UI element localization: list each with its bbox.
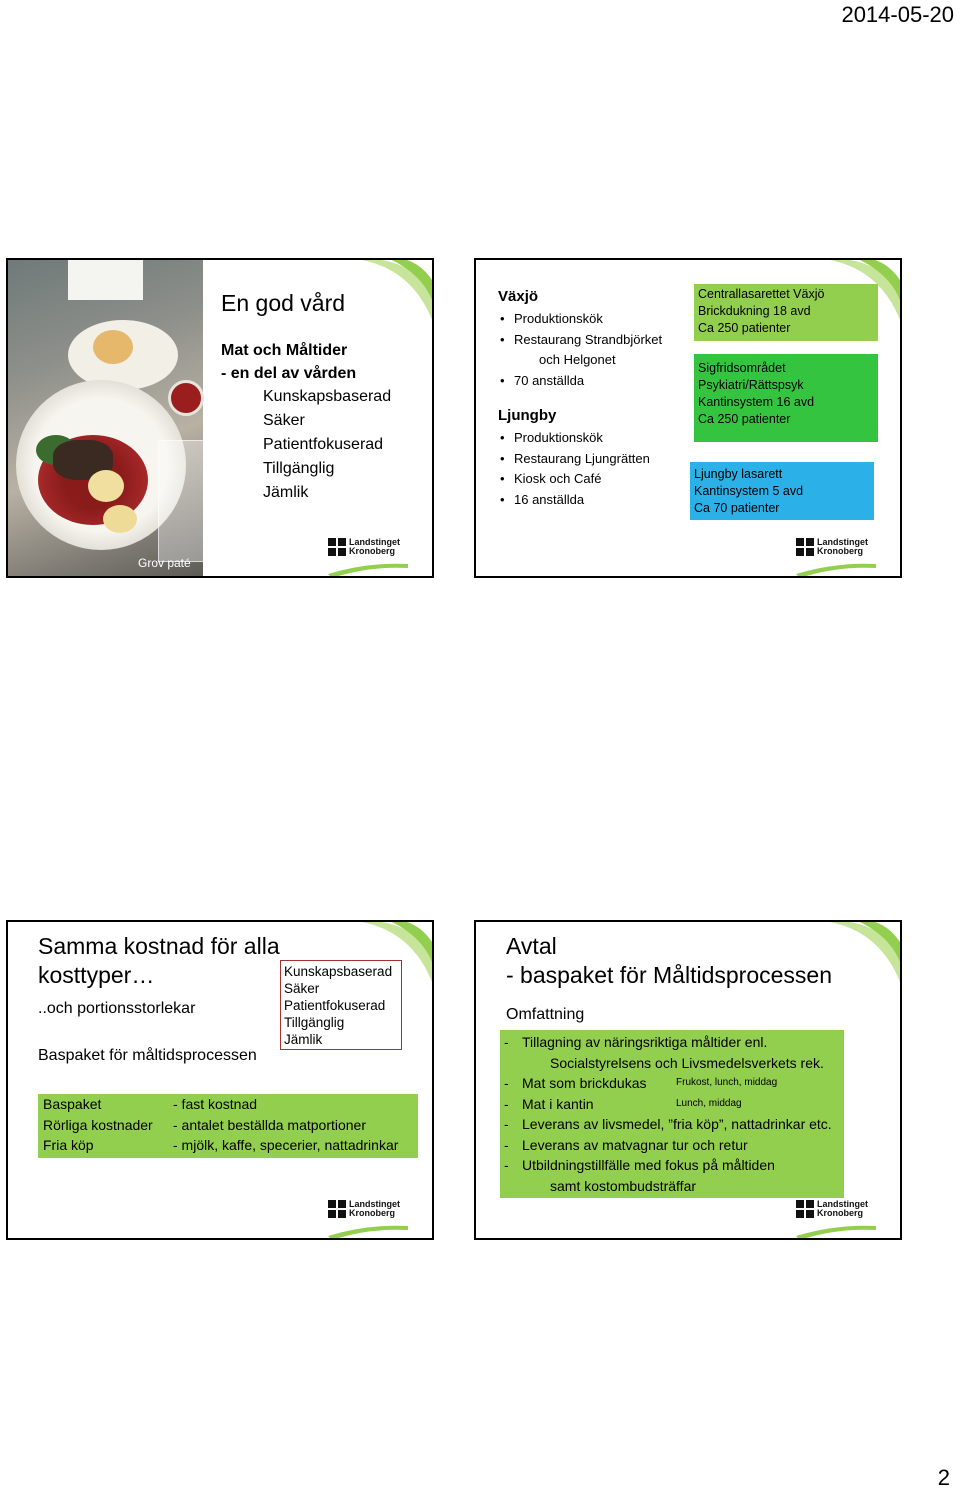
bread-roll	[93, 330, 133, 364]
quality-item: Patientfokuserad	[263, 436, 384, 453]
quality-item: Kunskapsbaserad	[263, 388, 392, 405]
list-item: och Helgonet	[539, 352, 616, 367]
food-photo	[8, 260, 203, 576]
menu-card	[68, 260, 143, 300]
list-item: - Mat i kantin Lunch, middag	[504, 1095, 742, 1112]
list-item: • Produktionskök	[500, 430, 603, 445]
subtitle-line: - en del av vården	[221, 365, 357, 382]
document-date: 2014-05-20	[841, 2, 954, 27]
slide-en-god-vard	[6, 258, 434, 578]
slide-title: Avtal - baspaket för Måltidsprocessen	[506, 933, 832, 988]
cost-table	[38, 1094, 418, 1158]
list-item: • Kiosk och Café	[500, 471, 602, 486]
slide-samma-kostnad	[6, 920, 434, 1240]
table-row: Baspaket - fast kostnad	[43, 1096, 258, 1112]
list-item: - Leverans av matvagnar tur och retur	[504, 1136, 748, 1153]
sauce-cup	[168, 380, 204, 416]
page-number: 2	[937, 1465, 950, 1490]
logo-swoosh-icon	[796, 560, 876, 578]
list-item: Socialstyrelsens och Livsmedelsverkets rek.	[550, 1054, 824, 1071]
list-item: • 70 anställda	[500, 372, 585, 388]
list-item: - Mat som brickdukas Frukost, lunch, middag	[504, 1075, 778, 1091]
slide-title: Samma kostnad för alla kosttyper…	[38, 933, 280, 988]
list-item: - Tillagning av näringsriktiga måltider enl.	[504, 1034, 768, 1050]
landstinget-logo: Landstinget Kronoberg	[328, 538, 400, 556]
photo-caption: Grov paté	[138, 556, 191, 570]
agreement-list	[504, 1032, 832, 1196]
ljungby-lasarett-box: Ljungby lasarett Kantinsystem 5 avd Ca 70 patienter	[690, 462, 874, 520]
quality-item: Tillgänglig	[263, 460, 335, 477]
subtitle: ..och portionsstorlekar	[38, 1000, 196, 1017]
omfattning-heading: Omfattning	[506, 1006, 585, 1023]
landstinget-logo: Landstinget Kronoberg	[328, 1200, 400, 1218]
table-row: Fria köp - mjölk, kaffe, specerier, nattadrinkar	[43, 1137, 399, 1153]
logo-swoosh-icon	[328, 560, 408, 578]
slide-title: En god vård	[221, 290, 346, 316]
ljungby-heading: Ljungby	[498, 407, 557, 424]
vaxjo-heading: Växjö	[498, 288, 539, 305]
list-item: - Leverans av livsmedel, ”fria köp”, nattadrinkar etc.	[504, 1116, 832, 1132]
landstinget-logo: Landstinget Kronoberg	[796, 1200, 868, 1218]
drinking-glass	[158, 440, 205, 562]
slide-avtal	[474, 920, 902, 1240]
potato	[88, 470, 124, 502]
list-item: samt kostombudsträffar	[550, 1177, 697, 1194]
list-item: • Restaurang Ljungrätten	[500, 450, 650, 466]
table-row: Rörliga kostnader - antalet beställda matportioner	[43, 1116, 366, 1133]
slide-locations	[474, 258, 902, 578]
list-item: • Produktionskök	[500, 311, 603, 326]
logo-swoosh-icon	[328, 1222, 408, 1240]
potato	[103, 505, 137, 533]
quality-item: Jämlik	[263, 484, 309, 501]
logo-swoosh-icon	[796, 1222, 876, 1240]
list-item: - Utbildningstillfälle med fokus på måltiden	[504, 1157, 775, 1173]
subtitle-line: Mat och Måltider	[221, 342, 348, 359]
list-item: • Restaurang Strandbjörket	[500, 331, 663, 347]
centrallasarettet-box: Centrallasarettet Växjö Brickdukning 18 avd Ca 250 patienter	[694, 284, 878, 341]
quality-item: Säker	[263, 412, 305, 429]
landstinget-logo: Landstinget Kronoberg	[796, 538, 868, 556]
qualities-box: Kunskapsbaserad Säker Patientfokuserad Tillgänglig Jämlik	[280, 960, 402, 1050]
list-item: • 16 anställda	[500, 491, 585, 507]
subtitle: Baspaket för måltidsprocessen	[38, 1047, 257, 1064]
sigfridsomradet-box: Sigfridsområdet Psykiatri/Rättspsyk Kantinsystem 16 avd Ca 250 patienter	[694, 354, 878, 442]
